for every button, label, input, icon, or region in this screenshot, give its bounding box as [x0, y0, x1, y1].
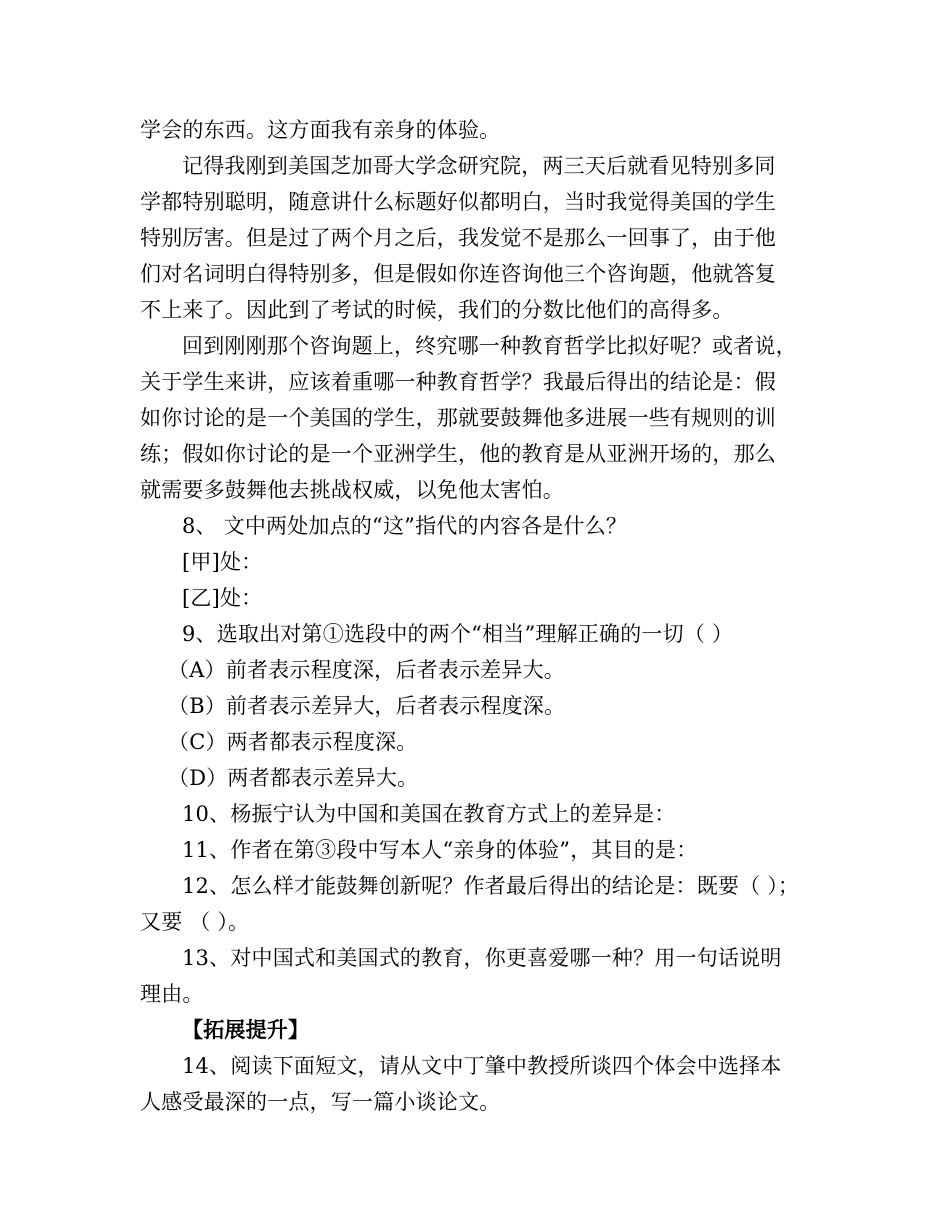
answer-yi-label: [乙]处：: [182, 586, 263, 610]
text-line: 关于学生来讲，应该着重哪一种教育哲学？我最后得出的结论是：假: [140, 370, 776, 394]
question-14-continued: 人感受最深的一点，写一篇小谈论文。: [140, 1090, 501, 1114]
question-11: 11、作者在第③段中写本人“亲身的体验”，其目的是：: [182, 838, 698, 862]
text-line: 记得我刚到美国芝加哥大学念研究院，两三天后就看见特别多同: [182, 154, 776, 178]
option-a: （A）前者表示程度深，后者表示差异大。: [168, 658, 565, 682]
text-line: 如你讨论的是一个美国的学生，那就要鼓舞他多进展一些有规则的训: [140, 406, 776, 430]
question-12-continued: 又要 （ ）。: [140, 910, 250, 934]
text-line: 学会的东西。这方面我有亲身的体验。: [140, 118, 501, 142]
text-line: 学都特别聪明，随意讲什么标题好似都明白，当时我觉得美国的学生: [140, 190, 776, 214]
text-line: 不上来了。因此到了考试的时候，我们的分数比他们的高得多。: [140, 298, 734, 322]
option-b: （B）前者表示差异大，后者表示程度深。: [168, 694, 566, 718]
question-13-continued: 理由。: [140, 982, 204, 1006]
question-13: 13、对中国式和美国式的教育，你更喜爱哪一种？用一句话说明: [182, 946, 782, 970]
question-12: 12、怎么样才能鼓舞创新呢？作者最后得出的结论是：既要（ ）；: [182, 874, 800, 898]
question-9: 9、选取出对第①选段中的两个“相当”理解正确的一切（ ）: [182, 622, 734, 646]
text-line: 特别厉害。但是过了两个月之后，我发觉不是那么一回事了，由于他: [140, 226, 776, 250]
text-line: 们对名词明白得特别多，但是假如你连咨询他三个咨询题，他就答复: [140, 262, 776, 286]
text-line: 练；假如你讨论的是一个亚洲学生，他的教育是从亚洲开场的，那么: [140, 442, 776, 466]
answer-jia-label: [甲]处：: [182, 550, 263, 574]
question-8: 8、 文中两处加点的“这”指代的内容各是什么？: [182, 514, 628, 538]
question-14: 14、阅读下面短文，请从文中丁肇中教授所谈四个体会中选择本: [182, 1054, 782, 1078]
text-line: 回到刚刚那个咨询题上，终究哪一种教育哲学比拟好呢？或者说，: [182, 334, 797, 358]
section-heading: 【拓展提升】: [182, 1017, 310, 1042]
option-d: （D）两者都表示差异大。: [168, 766, 419, 790]
question-10: 10、杨振宁认为中国和美国在教育方式上的差异是：: [182, 802, 676, 826]
text-line: 就需要多鼓舞他去挑战权威，以免他太害怕。: [140, 478, 564, 502]
option-c: （C）两者都表示程度深。: [168, 730, 418, 754]
